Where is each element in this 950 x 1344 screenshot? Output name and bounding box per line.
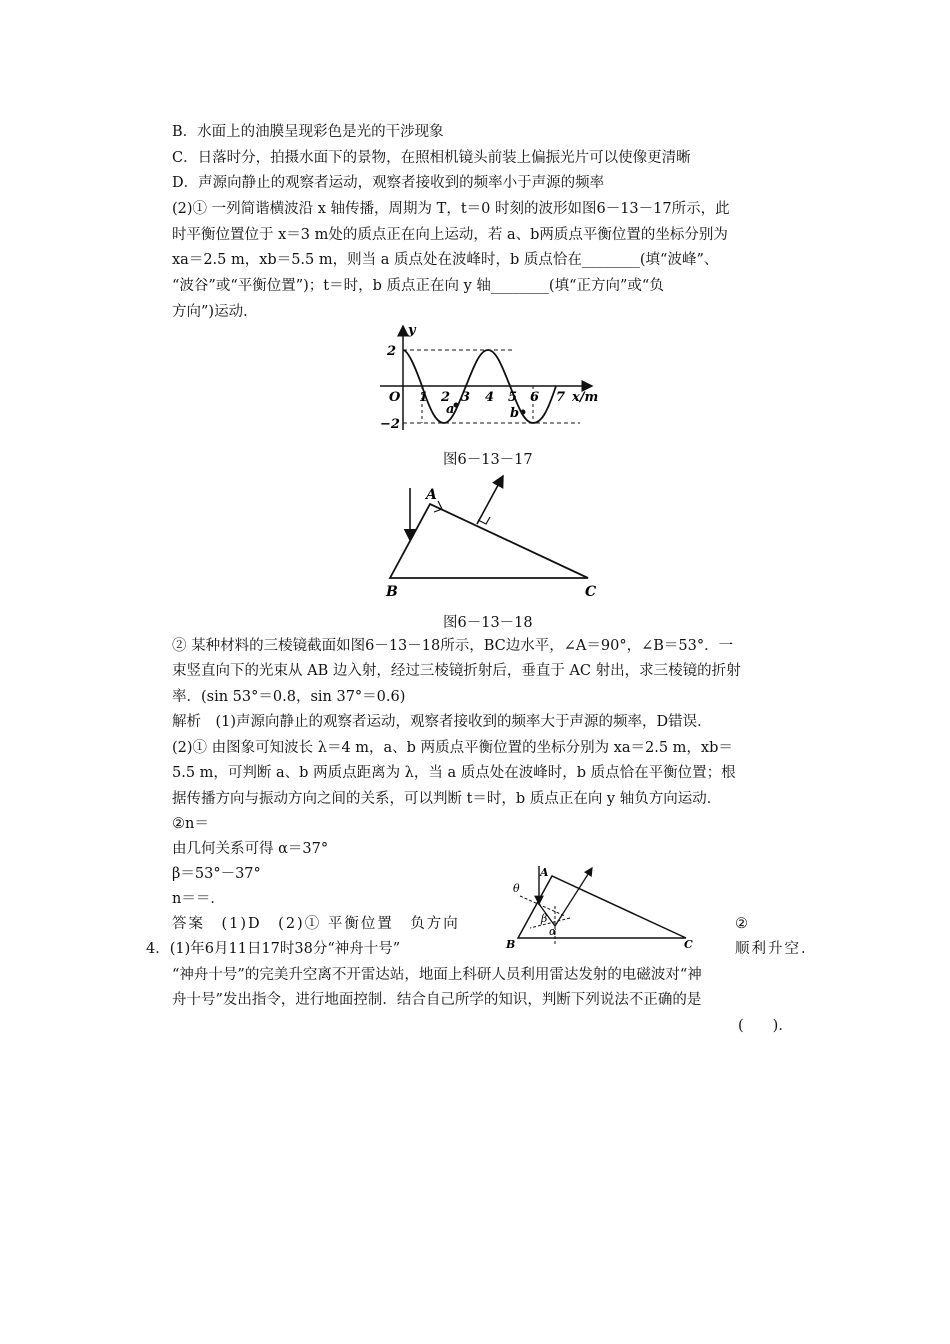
answer-circle: ② (735, 916, 748, 932)
solution-line-4: 据传播方向与振动方向之间的关系，可以判断 t＝时，b 质点正在向 y 轴负方向运动． (172, 791, 722, 807)
sol-vertex-b: B (506, 938, 516, 951)
x-tick-1: 1 (419, 390, 429, 405)
prism-triangle (390, 504, 588, 578)
solution-line-3: 5.5 m，可判断 a、b 两质点距离为 λ，当 a 质点处在波峰时，b 质点恰在平衡位置；根 (172, 765, 736, 781)
q2-line-5: 方向”)运动. (172, 304, 248, 320)
fig18-caption: 图6－13－18 (443, 615, 533, 631)
x-tick-4: 4 (485, 390, 495, 405)
y-tick-2: 2 (387, 344, 397, 359)
q2-line-4: “波谷”或“平衡位置”)；t＝时，b 质点正在向 y 轴________(填“正方向”或“负 (172, 278, 664, 294)
prism-vertex-b: B (386, 584, 398, 600)
solution-line-5: ②n＝ (172, 816, 209, 832)
option-c: C．日落时分，拍摄水面下的景物，在照相机镜头前装上偏振光片可以使像更清晰 (172, 150, 691, 166)
x-tick-7: 7 (556, 390, 566, 405)
sol-vertex-a: A (540, 866, 549, 879)
solution-triangle (518, 876, 686, 938)
x-tick-6: 6 (530, 390, 540, 405)
wave-figure (368, 322, 608, 438)
x-tick-3: 3 (461, 390, 471, 405)
x-tick-5: 5 (508, 390, 518, 405)
solution-line-1: 解析 (1)声源向静止的观察者运动，观察者接收到的频率大于声源的频率，D错误． (172, 714, 712, 730)
q2-line-1: (2)① 一列简谐横波沿 x 轴传播，周期为 T，t＝0 时刻的波形如图6－13－17所示，此 (172, 201, 730, 217)
origin-label: O (389, 390, 401, 405)
sol-theta: θ (513, 882, 520, 895)
solution-line-6: 由几何关系可得 α＝37° (172, 841, 329, 857)
solution-prism-figure (498, 856, 708, 954)
prism-vertex-c: C (585, 584, 597, 600)
point-b-label: b (510, 406, 520, 421)
sol-alpha: α (549, 925, 557, 938)
q2-part2-line-2: 束竖直向下的光束从 AB 边入射，经过三棱镜折射后，垂直于 AC 射出，求三棱镜的折射 (172, 663, 741, 679)
option-b: B．水面上的油膜呈现彩色是光的干涉现象 (172, 124, 444, 140)
q4-line-2: “神舟十号”的完美升空离不开雷达站，地面上科研人员利用雷达发射的电磁波对“神 (172, 967, 702, 983)
q2-part2-line-3: 率．(sin 53°＝0.8，sin 37°＝0.6) (172, 689, 406, 705)
solution-line-7: β＝53°－37° (172, 866, 261, 882)
x-tick-2: 2 (441, 390, 451, 405)
solution-line-8: n＝＝． (172, 891, 225, 907)
y-tick-neg2: −2 (380, 417, 400, 432)
sol-beta: β (541, 912, 548, 925)
option-d: D．声源向静止的观察者运动，观察者接收到的频率小于声源的频率 (172, 175, 605, 191)
sol-vertex-c: C (684, 938, 693, 951)
q2-part2-line-1: ② 某种材料的三棱镜截面如图6－13－18所示，BC边水平，∠A＝90°，∠B＝53°．一 (172, 638, 734, 654)
q2-line-3: xa＝2.5 m，xb＝5.5 m，则当 a 质点处在波峰时，b 质点恰在________(填“波峰”、 (172, 252, 719, 268)
q4-bracket: ( )． (738, 1018, 793, 1034)
y-axis-label: y (408, 323, 416, 338)
fig17-caption: 图6－13－17 (443, 452, 533, 468)
q4-line-1-right: 顺利升空． (735, 941, 818, 957)
solution-line-2: (2)① 由图象可知波长 λ＝4 m，a、b 两质点平衡位置的坐标分别为 xa＝2.5 m，xb＝ (172, 740, 733, 756)
q4-line-3: 舟十号”发出指令，进行地面控制．结合自己所学的知识，判断下列说法不正确的是 (172, 992, 702, 1008)
q4-line-1-left: 4．(1)年6月11日17时38分“神舟十号” (146, 941, 401, 957)
prism-vertex-a: A (426, 487, 437, 503)
answer-line: 答案 (1)D (2)① 平衡位置 负方向 (172, 916, 460, 932)
point-b-dot (521, 410, 526, 415)
point-a-label: a (446, 402, 455, 417)
emergent-ray (477, 476, 503, 524)
x-axis-label: x/m (572, 390, 599, 405)
prism-figure (380, 472, 610, 602)
q2-line-2: 时平衡位置位于 x＝3 m处的质点正在向上运动，若 a、b两质点平衡位置的坐标分别为 (172, 227, 728, 243)
